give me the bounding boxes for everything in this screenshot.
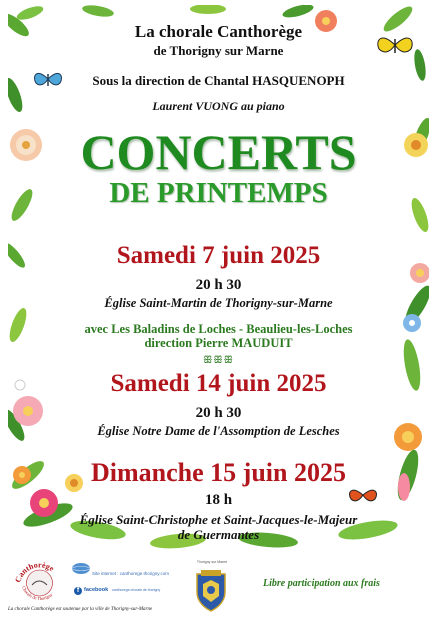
poster xyxy=(8,5,429,550)
concert-3-time: 18 h xyxy=(204,492,233,508)
concert-1-guest: avec Les Baladins de Loches - Beaulieu-les-Loches xyxy=(84,322,353,336)
city-line: de Thorigny sur Marne xyxy=(153,43,284,58)
free-entry-note: Libre participation aux frais xyxy=(263,578,380,589)
piano-line: Laurent VUONG au piano xyxy=(152,99,285,113)
logo-subtext: Chorale de Thorigny xyxy=(21,585,54,601)
concert-3-place: Église Saint-Christophe et Saint-Jacques-le-Majeur xyxy=(79,512,358,527)
website-link[interactable]: Site internet : canthorege.thorigny.com xyxy=(92,571,169,576)
facebook-link[interactable]: facebook xyxy=(84,587,109,593)
concert-1-time: 20 h 30 xyxy=(195,277,242,293)
logo-text: Canthorège xyxy=(13,560,56,584)
chorale-name: La chorale Canthorège xyxy=(134,22,303,41)
crest-icon xyxy=(193,568,229,612)
support-note: La chorale Canthorège est soutenue par la ville de Thorigny-sur-Marne xyxy=(8,607,153,612)
headline: CONCERTS xyxy=(80,124,357,180)
concert-1-date: Samedi 7 juin 2025 xyxy=(116,242,321,269)
facebook-icon: f xyxy=(74,587,82,595)
chorale-logo xyxy=(12,553,67,608)
concert-3-place-city: de Guermantes xyxy=(177,527,260,542)
concert-2-date: Samedi 14 juin 2025 xyxy=(110,370,327,397)
subheadline: DE PRINTEMPS xyxy=(109,177,328,209)
concert-2-place: Église Notre Dame de l'Assomption de Lesches xyxy=(97,424,340,438)
concert-2-time: 20 h 30 xyxy=(195,405,242,421)
concert-1-place: Église Saint-Martin de Thorigny-sur-Marne xyxy=(104,296,333,310)
facebook-page-name[interactable]: canthorege.chorale.de.thorigny xyxy=(112,588,161,592)
ornament-divider: ꕥꕥꕥ xyxy=(203,355,234,366)
crest-caption: Thorigny sur Marne xyxy=(196,560,228,564)
direction-line: Sous la direction de Chantal HASQUENOPH xyxy=(92,73,345,88)
concert-3-date: Dimanche 15 juin 2025 xyxy=(91,458,346,487)
globe-icon xyxy=(71,562,91,575)
concert-1-guest-director: direction Pierre MAUDUIT xyxy=(144,336,293,350)
